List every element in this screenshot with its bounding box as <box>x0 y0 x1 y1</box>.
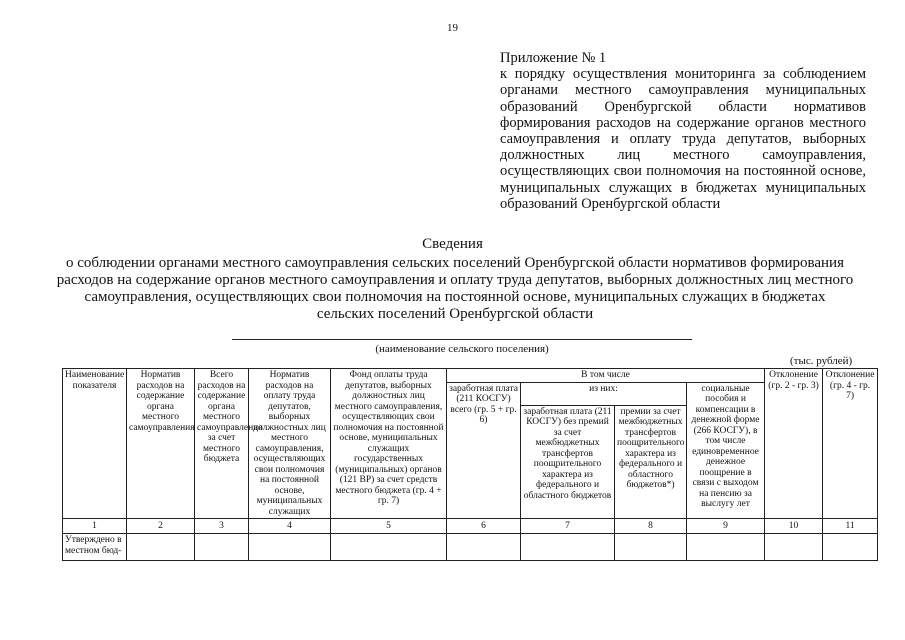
column-number: 6 <box>447 519 521 534</box>
table-cell <box>195 534 249 561</box>
settlement-name-caption: (наименование сельского поселения) <box>375 343 549 355</box>
units-label: (тыс. рублей) <box>790 355 853 367</box>
header-cell-deviation-a: Отклонение (гр. 2 - гр. 3) <box>765 369 823 519</box>
column-number: 10 <box>765 519 823 534</box>
header-cell-of-them: из них: <box>521 382 687 405</box>
appendix-title: Приложение № 1 <box>500 50 607 66</box>
header-cell-norm-maintenance: Норматив расходов на содержание органа местного самоуправления <box>127 369 195 519</box>
header-cell-salary-total: заработная плата (211 КОСГУ) всего (гр. 5 + гр. 6) <box>447 382 521 519</box>
header-cell-indicator: Наименование показателя <box>63 369 127 519</box>
column-number: 4 <box>249 519 331 534</box>
table-cell <box>447 534 521 561</box>
table-cell <box>331 534 447 561</box>
table-cell <box>687 534 765 561</box>
column-number: 11 <box>823 519 878 534</box>
column-number: 3 <box>195 519 249 534</box>
document-title: Сведения <box>422 236 483 252</box>
header-cell-deviation-b: Отклонение (гр. 4 - гр. 7) <box>823 369 878 519</box>
column-number: 2 <box>127 519 195 534</box>
page-number: 19 <box>447 22 458 34</box>
table-cell <box>823 534 878 561</box>
report-table <box>62 368 878 561</box>
table-row <box>63 534 878 561</box>
settlement-name-line <box>232 339 692 340</box>
column-number: 8 <box>615 519 687 534</box>
column-number: 1 <box>63 519 127 534</box>
table-cell <box>127 534 195 561</box>
header-cell-norm-wages: Норматив расходов на оплату труда депутатов, выборных должностных лиц местного самоуправления, осуществляющих свои полномочия на постоянной основе, муниципальных служащих <box>249 369 331 519</box>
column-numbers-row <box>63 519 878 534</box>
table-cell <box>765 534 823 561</box>
document-subtitle: о соблюдении органами местного самоуправления сельских поселений Оренбургской области нормативов формирования расходов на содержание органов местного самоуправления и оплату труда депутатов, выборных должностных лиц местного самоуправления, осуществляющих свои полномочия на постоянной основе, муниципальных служащих в бюджетах сельских поселений Оренбургской области <box>56 255 854 322</box>
header-cell-social-benefits: социальные пособия и компенсации в денежной форме (266 КОСГУ), в том числе единовременное денежное поощрение в связи с выходом на пенсию за выслугу лет <box>687 382 765 519</box>
column-number: 9 <box>687 519 765 534</box>
column-number: 5 <box>331 519 447 534</box>
appendix-text: к порядку осуществления мониторинга за соблюдением органами местного самоуправления муниципальных образований Оренбургской области нормативов формирования расходов на содержание органов местного самоуправления и оплату труда депутатов, выборных должностных лиц местного самоуправления, осуществляющих свои полномочия на постоянной основе, муниципальных служащих в бюджетах муниципальных образований Оренбургской области <box>500 66 866 212</box>
header-cell-in-total: В том числе <box>447 369 765 383</box>
appendix-block <box>500 50 866 212</box>
header-cell-total-expenses: Всего расходов на содержание органа местного самоуправления за счет местного бюджета <box>195 369 249 519</box>
table-cell <box>521 534 615 561</box>
header-cell-wage-fund: Фонд оплаты труда депутатов, выборных должностных лиц местного самоуправления, осуществляющих свои полномочия на постоянной основе, муниципальных служащих государственных (муниципальных) органов (121 ВР) за счет средств местного бюджета (гр. 4 + гр. 7) <box>331 369 447 519</box>
header-cell-bonuses: премии за счет межбюджетных трансфертов поощрительного характера из федерального и областного бюджетов*) <box>615 405 687 518</box>
table-cell <box>249 534 331 561</box>
row-label: Утверждено в местном бюд- <box>63 534 127 561</box>
header-row-1 <box>63 369 878 383</box>
header-cell-salary-no-bonus: заработная плата (211 КОСГУ) без премий за счет межбюджетных трансфертов поощрительного характера из федерального и областного бюджетов <box>521 405 615 518</box>
table-cell <box>615 534 687 561</box>
column-number: 7 <box>521 519 615 534</box>
